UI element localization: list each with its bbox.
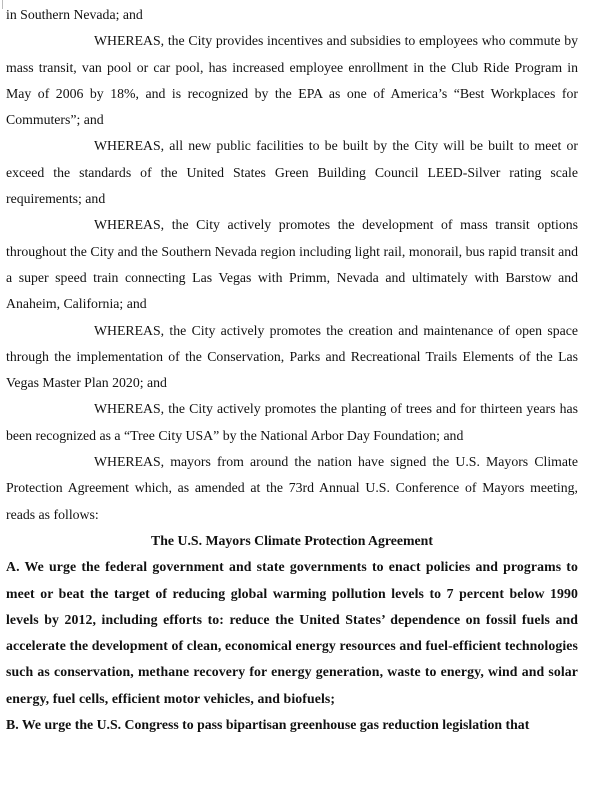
paragraph-whereas-transit-incentives: WHEREAS, the City provides incentives and subsidies to employees who commute by mass transit, van pool or car pool, has increased employee enrollment in the Club Ride Program in May of 2006 by 18%, and is recognized by the EPA as one of America’s “Best Workplaces for Commuters”; and [6, 33, 578, 128]
paragraph-whereas-green-building: WHEREAS, all new public facilities to be built by the City will be built to meet or exceed the standards of the United States Green Building Council LEED-Silver rating scale requirements; and [6, 138, 578, 207]
agreement-title: The U.S. Mayors Climate Protection Agreement [151, 532, 433, 548]
paragraph-continuation: in Southern Nevada; and [6, 7, 143, 22]
paragraph-whereas-open-space: WHEREAS, the City actively promotes the creation and maintenance of open space through the implementation of the Conservation, Parks and Recreational Trails Elements of the Las Vegas Master Plan 2020; and [6, 322, 578, 391]
scan-mark [2, 0, 3, 9]
agreement-item-a: A. We urge the federal government and state governments to enact policies and programs to meet or beat the target of reducing global warming pollution levels to 7 percent below 1990 levels by 2012, including efforts to: reduce the United States’ dependence on fossil fuels and accelerate the development of clean, economical energy resources and fuel-efficient technologies such as conservation, methane recovery for energy generation, waste to energy, wind and solar energy, fuel cells, efficient motor vehicles, and biofuels; [6, 559, 578, 706]
paragraph-whereas-mayors-agreement: WHEREAS, mayors from around the nation have signed the U.S. Mayors Climate Protection Agreement which, as amended at the 73rd Annual U.S. Conference of Mayors meeting, reads as follows: [6, 454, 578, 522]
paragraph-whereas-trees: WHEREAS, the City actively promotes the planting of trees and for thirteen years has been recognized as a “Tree City USA” by the National Arbor Day Foundation; and [6, 401, 578, 443]
paragraph-whereas-mass-transit: WHEREAS, the City actively promotes the development of mass transit options throughout the City and the Southern Nevada region including light rail, monorail, bus rapid transit and a super speed train connecting Las Vegas with Primm, Nevada and ultimately with Barstow and Anaheim, California; and [6, 217, 578, 312]
agreement-item-b: B. We urge the U.S. Congress to pass bipartisan greenhouse gas reduction legislation that [6, 717, 530, 733]
